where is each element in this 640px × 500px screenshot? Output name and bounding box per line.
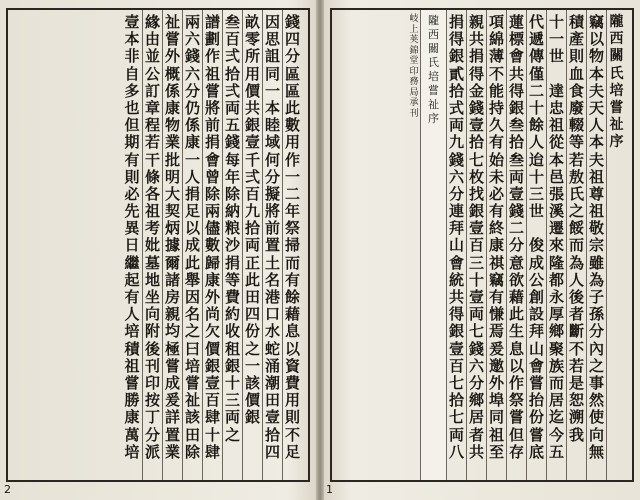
right-text-columns	[332, 10, 632, 480]
text-column: 代 遞 傳 僅 二 十 餘 人 迨 十 三 世 俊 成 公 創 設 拜 山 會 嘗 抬 份 嘗 底	[526, 10, 546, 480]
column-spacer	[626, 10, 632, 480]
right-page	[322, 0, 640, 500]
text-column: 錢 四 分 區 區 此 數 用 作 一 二 年 祭 掃 而 有 餘 藉 息 以 資 費 用 則 不 足	[282, 10, 302, 480]
text-column: 譜 劃 作 祖 嘗 將 前 捐 會 曾 除 兩 儘 數 歸 康 外 尚 欠 價 銀 壹 百 肆 十 肆	[202, 10, 222, 480]
text-column: 十 一 世 達 忠 祖 從 本 邑 張 溪 遷 來 隆 都 永 厚 鄉 聚 族 而 居 迄 今 五	[546, 10, 566, 480]
page-number-left: 2	[4, 483, 11, 496]
text-column: 捐 得 銀 貳 拾 式 両 九 錢 六 分 連 拜 山 會 統 共 得 銀 壹 百 七 拾 七 両 八	[446, 10, 466, 480]
text-column: 祉 嘗 外 概 係 康 物 業 批 明 大 契 炳 據 爾 諸 房 親 均 極 嘗 成 爰 詳 置 業	[162, 10, 182, 480]
page-number-right: 1	[326, 483, 333, 496]
text-column: 積 產 則 血 食 廢 輟 等 若 敖 氏 之 餒 而 為 人 後 者 斷 不 若 是 恕 溯 我	[566, 10, 586, 480]
printer-footnote: 岐 上 荚 錦 堂 印 務 局 承 刊	[409, 14, 419, 119]
center-band-title: 隴 西 關 氏 培 嘗 祉 序	[420, 10, 446, 480]
text-column: 畝 零 所 用 價 共 銀 壹 千 弍 百 九 拾 両 正 此 田 四 份 之 一 該 價 銀	[242, 10, 262, 480]
text-column: 兩 六 錢 六 分 仍 係 康 一 人 捐 足 以 成 此 舉 因 名 之 曰 培 嘗 祉 該 田 除	[182, 10, 202, 480]
text-column: 項 綿 薄 不 能 持 久 有 始 未 必 有 終 康 祺 竊 有 慊 焉 爰 邀 外 埠 同 祖 至	[486, 10, 506, 480]
text-column: 緣 由 並 公 訂 章 程 若 干 條 各 祖 考 妣 墓 地 坐 向 附 後 刊 印 按 丁 分 派	[142, 10, 162, 480]
text-column: 壹 本 非 自 多 也 但 期 有 則 必 先 異 日 繼 起 有 人 培 積 祖 嘗 勝 康 萬 培	[124, 13, 140, 461]
text-column: 竊 以 物 本 夫 天 人 本 夫 祖 尊 祖 敬 宗 雖 為 子 孫 分 內 之 事 然 使 向 無	[586, 10, 606, 480]
left-page-frame	[6, 8, 310, 482]
page-title: 隴 西 關 氏 培 嘗 祉 序	[606, 10, 626, 480]
column-spacer	[302, 10, 308, 480]
right-page-frame	[330, 8, 634, 482]
text-column: 親 共 捐 得 金 錢 壹 拾 七 枚 找 銀 壹 百 三 十 壹 両 七 錢 六 分 鄉 居 者 共	[466, 10, 486, 480]
left-page	[0, 0, 318, 500]
text-column: 因 思 詛 同 一 本 睦 域 何 分 擬 將 前 置 土 名 港 口 水 蛇 涌 潮 田 壹 拾 四	[262, 10, 282, 480]
text-column: 叁 百 弍 拾 弍 両 五 錢 每 年 除 納 粮 沙 捐 等 費 約 收 租 銀 十 三 両 之	[222, 10, 242, 480]
text-column: 蓮 標 會 共 得 銀 叁 拾 叁 両 壹 錢 二 分 意 欲 藉 此 生 息 以 作 祭 嘗 但 存	[506, 10, 526, 480]
left-text-columns	[8, 10, 308, 480]
